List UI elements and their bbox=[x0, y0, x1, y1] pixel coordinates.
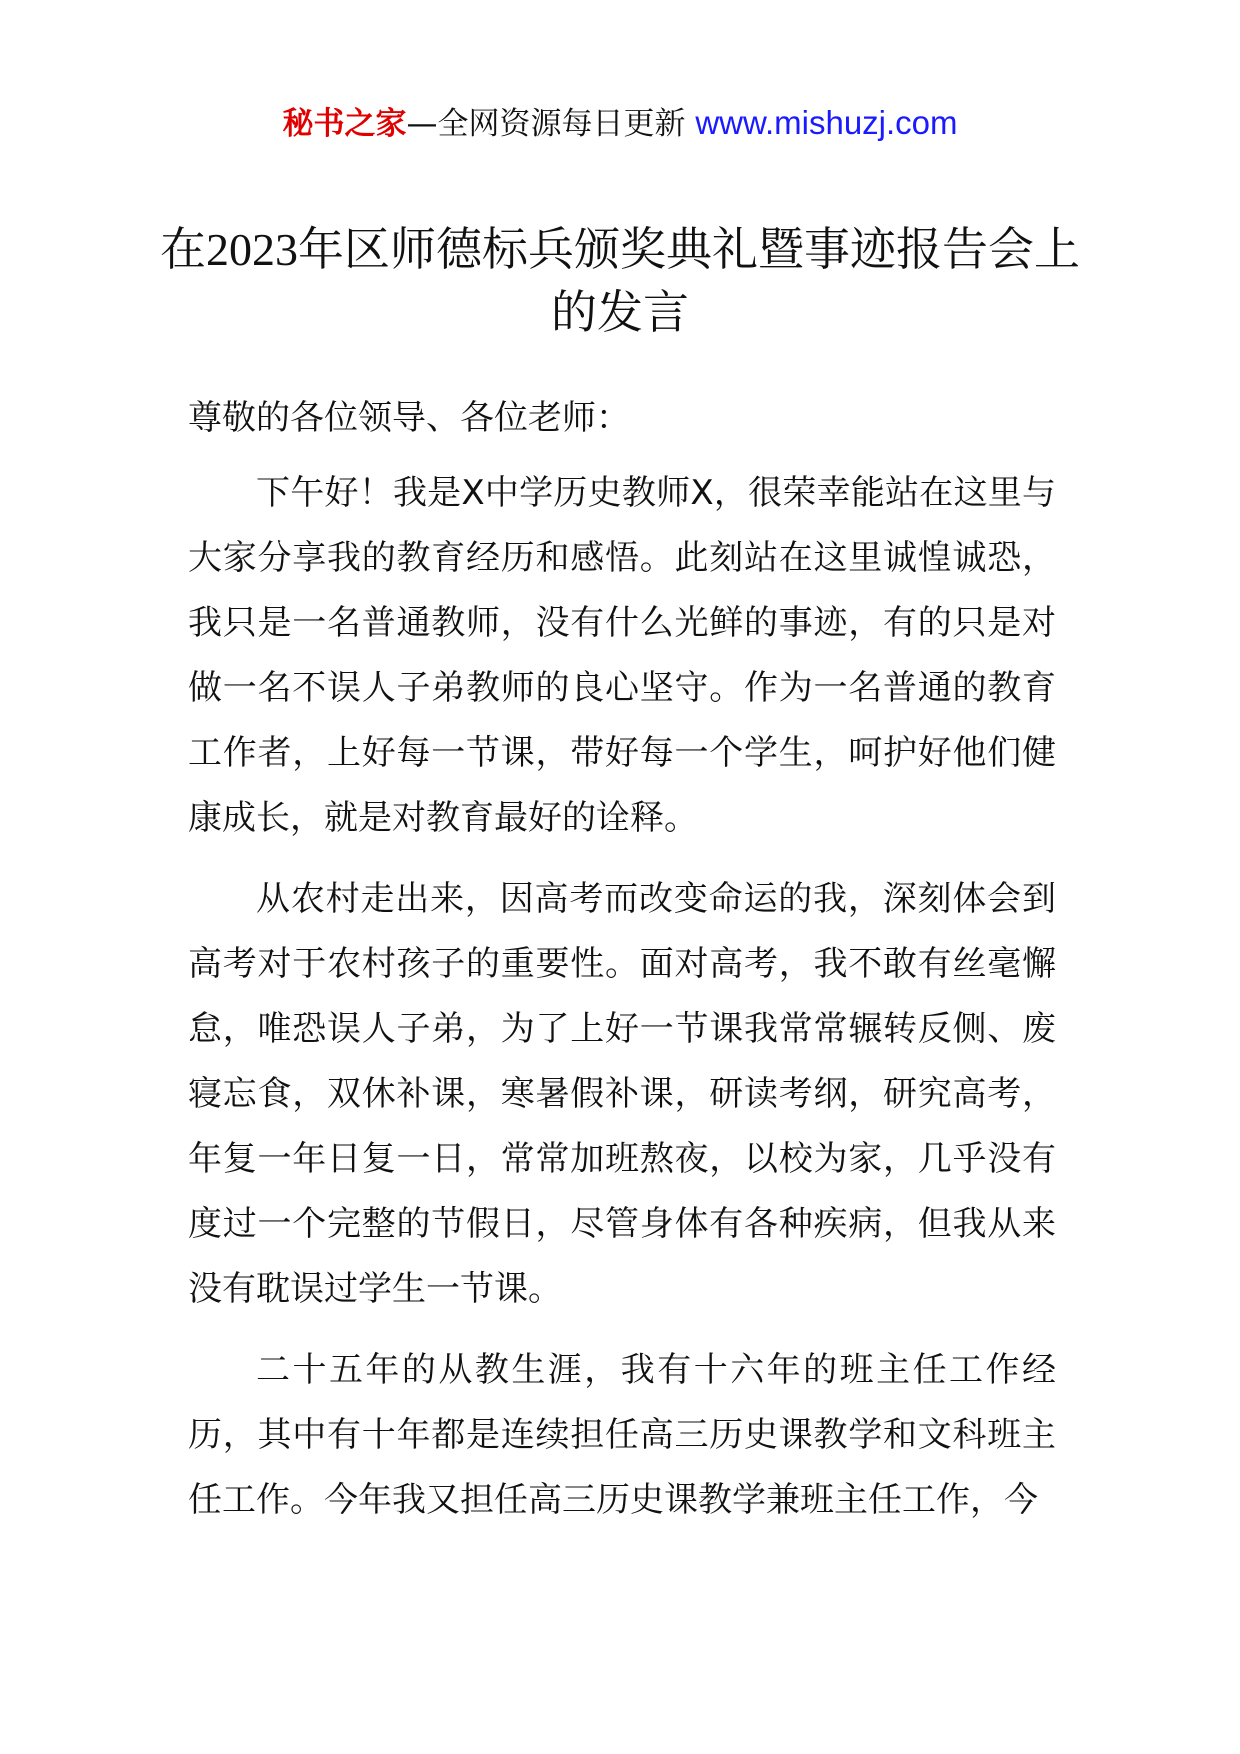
document-body bbox=[188, 386, 1056, 1549]
title-rest: 年区师德标兵颁奖典礼暨事迹报告会上的发言 bbox=[298, 222, 1080, 339]
paragraph: 二十五年的从教生涯，我有十六年的班主任工作经历，其中有十年都是连续担任高三历史课教学和文科班主任工作。今年我又担任高三历史课教学兼班主任工作，今 bbox=[188, 1350, 1056, 1520]
title-prefix: 在 bbox=[160, 222, 206, 276]
brand-name: 秘书之家 bbox=[282, 106, 407, 142]
document-title bbox=[150, 218, 1090, 343]
site-url-link[interactable]: www.mishuzj.com bbox=[695, 104, 958, 141]
title-year: 2023 bbox=[206, 224, 298, 275]
paragraph: 从农村走出来，因高考而改变命运的我，深刻体会到高考对于农村孩子的重要性。面对高考，我不敢有丝毫懈怠，唯恐误人子弟，为了上好一节课我常常辗转反侧、废寝忘食，双休补课，寒暑假补课，研读考纲，研究高考，年复一年日复一日，常常加班熬夜，以校为家，几乎没有度过一个完整的节假日，尽管身体有各种疾病，但我从来没有耽误过学生一节课。 bbox=[188, 879, 1056, 1309]
salutation: 尊敬的各位领导、各位老师： bbox=[188, 398, 630, 438]
site-slogan: —全网资源每日更新 bbox=[406, 106, 696, 142]
paragraph: 下午好！我是X中学历史教师X，很荣幸能站在这里与大家分享我的教育经历和感悟。此刻站在这里诚惶诚恐，我只是一名普通教师，没有什么光鲜的事迹，有的只是对做一名不误人子弟教师的良心坚守。作为一名普通的教育工作者，上好每一节课，带好每一个学生，呵护好他们健康成长，就是对教育最好的诠释。 bbox=[188, 473, 1056, 838]
site-header bbox=[0, 100, 1240, 147]
